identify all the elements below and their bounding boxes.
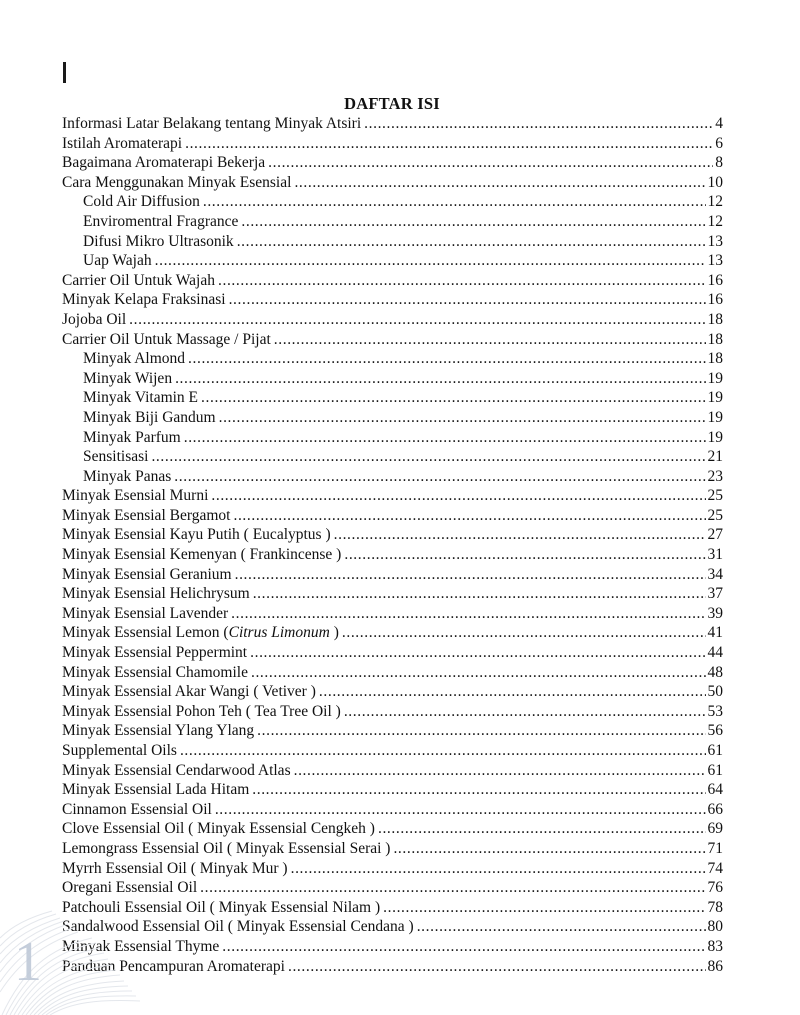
toc-page-number: 21 [707, 448, 723, 466]
toc-page-number: 18 [707, 330, 723, 348]
toc-entry-label [62, 565, 232, 585]
toc-entry-label [62, 702, 341, 722]
toc-entry[interactable] [62, 290, 723, 310]
toc-page-number: 18 [707, 350, 723, 368]
toc-entry-text: Cara Menggunakan Minyak Esensial [62, 173, 292, 191]
watermark-page-number: 1 [14, 931, 42, 993]
toc-entry-label [62, 545, 341, 565]
dot-leader [250, 643, 705, 663]
toc-entry[interactable] [62, 447, 723, 467]
toc-entry-label [62, 643, 247, 663]
toc-page-number: 25 [707, 487, 723, 505]
toc-page-number: 56 [707, 722, 723, 740]
toc-entry-label [62, 525, 331, 545]
toc-entry-text: Minyak Esensial Lavender [62, 604, 229, 622]
toc-entry[interactable] [62, 741, 723, 761]
toc-entry[interactable] [62, 330, 723, 350]
toc-entry-label [62, 937, 219, 957]
toc-page-number: 50 [707, 683, 723, 701]
toc-page-number: 19 [707, 389, 723, 407]
dot-leader [175, 369, 705, 389]
dot-leader [129, 310, 705, 330]
toc-entry-label [62, 898, 380, 918]
toc-entry-label [62, 310, 126, 330]
toc-entry-text: Myrrh Essensial Oil ( Minyak Mur ) [62, 859, 288, 877]
dot-leader [274, 330, 706, 350]
toc-entry-label [83, 232, 234, 252]
toc-entry-label [62, 330, 271, 350]
toc-page-number: 13 [707, 252, 723, 270]
toc-entry-label [62, 859, 288, 879]
toc-entry-label [62, 663, 248, 683]
toc-entry[interactable] [62, 917, 723, 937]
dot-leader [235, 565, 706, 585]
dot-leader [291, 859, 706, 879]
toc-page-number: 34 [707, 565, 723, 583]
toc-page-number: 44 [707, 644, 723, 662]
toc-page-number: 37 [707, 585, 723, 603]
toc-entry-text: Lemongrass Essensial Oil ( Minyak Essensial Serai ) [62, 839, 391, 857]
toc-page-number: 12 [707, 212, 723, 230]
page-title: DAFTAR ISI [344, 94, 440, 113]
dot-leader [344, 545, 705, 565]
toc-entry-text: Jojoba Oil [62, 310, 127, 328]
toc-entry[interactable] [62, 898, 723, 918]
toc-entry[interactable] [62, 388, 723, 408]
toc-entry-text: Minyak Wijen [83, 369, 173, 387]
toc-entry-text: Minyak Esensial Bergamot [62, 506, 231, 524]
toc-entry-text: Carrier Oil Untuk Wajah [62, 271, 215, 289]
toc-entry-italic: Citrus Limonum [228, 624, 330, 642]
toc-page-number: 10 [707, 173, 723, 191]
toc-page-number: 19 [707, 428, 723, 446]
toc-page-number: 27 [707, 526, 723, 544]
toc-entry-suffix: ) [329, 624, 339, 642]
toc-entry[interactable] [62, 839, 723, 859]
toc-entry[interactable] [62, 486, 723, 506]
toc-entry[interactable] [62, 682, 723, 702]
text-cursor [63, 62, 66, 83]
toc-entry[interactable] [62, 173, 723, 193]
toc-entry[interactable] [62, 761, 723, 781]
toc-entry-text: Minyak Esensial Helichrysum [62, 585, 250, 603]
toc-entry-text: Minyak Esensial Geranium [62, 565, 232, 583]
toc-entry-text: Sensitisasi [83, 448, 149, 466]
toc-entry-text: Informasi Latar Belakang tentang Minyak Atsiri [62, 115, 362, 132]
toc-entry[interactable] [62, 369, 723, 389]
toc-entry-text: Patchouli Essensial Oil ( Minyak Essensial Nilam ) [62, 898, 381, 916]
toc-entry-text: Cinnamon Essensial Oil [62, 800, 212, 818]
dot-leader [294, 173, 705, 193]
dot-leader [200, 878, 705, 898]
dot-leader [233, 506, 705, 526]
toc-entry[interactable] [62, 721, 723, 741]
toc-entry-text: Minyak Esensial Kemenyan ( Frankincense ) [62, 546, 342, 564]
toc-entry[interactable] [62, 859, 723, 879]
toc-entry[interactable] [62, 565, 723, 585]
toc-entry-label [62, 173, 291, 193]
toc-entry[interactable] [62, 584, 723, 604]
toc-page-number: 19 [707, 369, 723, 387]
toc-page-number: 74 [707, 859, 723, 877]
dot-leader [215, 800, 706, 820]
toc-entry-label [62, 623, 339, 643]
dot-leader [211, 486, 705, 506]
toc-entry-label [62, 741, 177, 761]
toc-entry-text: Minyak Essensial Lemon ( [62, 624, 229, 642]
dot-leader [342, 623, 706, 643]
dot-leader [417, 917, 706, 937]
toc-entry-label [83, 212, 238, 232]
toc-entry-label [62, 721, 254, 741]
toc-entry-text: Minyak Essensial Chamomile [62, 663, 248, 681]
toc-entry-text: Panduan Pencampuran Aromaterapi [62, 957, 285, 975]
toc-entry[interactable] [62, 192, 723, 212]
toc-entry-text: Minyak Kelapa Fraksinasi [62, 291, 226, 309]
toc-entry[interactable] [62, 506, 723, 526]
toc-entry-label [62, 800, 212, 820]
toc-entry[interactable] [62, 271, 723, 291]
dot-leader [180, 741, 706, 761]
toc-page-number: 61 [707, 742, 723, 759]
toc-entry-label [83, 192, 200, 212]
toc-page-number: 78 [707, 898, 723, 916]
toc-entry[interactable] [62, 428, 723, 448]
toc-page-number: 71 [707, 839, 723, 857]
toc-entry[interactable] [62, 114, 723, 134]
toc-entry-text: Minyak Essensial Thyme [62, 937, 220, 955]
toc-entry-label [62, 917, 414, 937]
toc-entry-text: Minyak Esensial Kayu Putih ( Eucalyptus ) [62, 526, 331, 544]
toc-entry[interactable] [62, 232, 723, 252]
dot-leader [203, 192, 706, 212]
dot-leader [185, 134, 713, 154]
toc-entry-label [62, 153, 265, 173]
toc-entry-text: Supplemental Oils [62, 742, 177, 759]
dot-leader [294, 761, 706, 781]
toc-entry-label [83, 447, 148, 467]
toc-entry-text: Minyak Esensial Murni [62, 487, 209, 505]
toc-entry-label [62, 780, 249, 800]
toc-entry[interactable] [62, 408, 723, 428]
toc-entry-text: Minyak Essensial Peppermint [62, 644, 248, 662]
dot-leader [237, 232, 706, 252]
toc-entry-text: Enviromentral Fragrance [83, 212, 239, 230]
dot-leader [319, 682, 706, 702]
dot-leader [288, 957, 706, 977]
dot-leader [174, 467, 705, 487]
dot-leader [364, 114, 713, 134]
toc-entry-label [62, 486, 208, 506]
toc-page-number: 39 [707, 604, 723, 622]
toc-page-number: 18 [707, 310, 723, 328]
dot-leader [219, 408, 706, 428]
toc-entry[interactable] [62, 349, 723, 369]
toc-entry-text: Bagaimana Aromaterapi Bekerja [62, 154, 266, 172]
toc-entry[interactable] [62, 643, 723, 663]
toc-entry-text: Minyak Biji Gandum [83, 408, 216, 426]
toc-page-number: 69 [707, 820, 723, 838]
toc-list [62, 114, 723, 976]
toc-entry-text: Sandalwood Essensial Oil ( Minyak Essensial Cendana ) [62, 918, 414, 936]
toc-entry[interactable] [62, 525, 723, 545]
toc-entry[interactable] [62, 251, 723, 271]
toc-entry-label [83, 251, 152, 271]
dot-leader [151, 447, 705, 467]
dot-leader [257, 721, 705, 741]
toc-entry[interactable] [62, 604, 723, 624]
dot-leader [344, 702, 706, 722]
toc-entry[interactable] [62, 623, 723, 643]
toc-entry-label [83, 349, 185, 369]
toc-entry-text: Minyak Essensial Lada Hitam [62, 781, 250, 799]
dot-leader [229, 290, 706, 310]
toc-entry[interactable] [62, 937, 723, 957]
dot-leader [188, 349, 705, 369]
toc-page-number: 83 [707, 937, 723, 955]
toc-page-number: 25 [707, 506, 723, 524]
toc-entry[interactable] [62, 780, 723, 800]
toc-page-number: 66 [707, 800, 723, 818]
toc-entry-label [62, 584, 250, 604]
toc-entry-text: Minyak Almond [83, 350, 186, 368]
toc-page-number: 13 [707, 232, 723, 250]
dot-leader [155, 251, 706, 271]
toc-page-number: 19 [707, 408, 723, 426]
toc-entry[interactable] [62, 819, 723, 839]
dot-leader [222, 937, 705, 957]
toc-entry-label [62, 819, 375, 839]
toc-entry[interactable] [62, 957, 723, 977]
dot-leader [383, 898, 705, 918]
toc-entry-label [62, 271, 215, 291]
toc-entry-label [62, 682, 316, 702]
toc-entry-label [62, 878, 197, 898]
toc-page-number: 4 [715, 115, 723, 132]
toc-entry[interactable] [62, 310, 723, 330]
dot-leader [378, 819, 706, 839]
dot-leader [334, 525, 706, 545]
toc-entry[interactable] [62, 878, 723, 898]
toc-entry[interactable] [62, 800, 723, 820]
toc-entry-label [62, 134, 182, 154]
toc-entry-text: Minyak Panas [83, 467, 172, 485]
toc-entry-label [62, 114, 361, 134]
toc-entry-text: Oregani Essensial Oil [62, 879, 198, 897]
dot-leader [252, 780, 705, 800]
toc-entry-text: Difusi Mikro Ultrasonik [83, 232, 234, 250]
toc-entry[interactable] [62, 212, 723, 232]
toc-entry[interactable] [62, 467, 723, 487]
toc-entry-text: Clove Essensial Oil ( Minyak Essensial Cengkeh ) [62, 820, 375, 838]
toc-entry-text: Minyak Essensial Ylang Ylang [62, 722, 255, 740]
toc-entry-label [62, 506, 230, 526]
toc-entry-text: Minyak Essensial Akar Wangi ( Vetiver ) [62, 683, 316, 701]
toc-entry-label [83, 408, 216, 428]
toc-entry-label [83, 388, 198, 408]
toc-entry-text: Cold Air Diffusion [83, 193, 200, 211]
toc-page-number: 64 [707, 781, 723, 799]
dot-leader [268, 153, 713, 173]
toc-page-number: 61 [707, 761, 723, 779]
toc-entry-label [83, 428, 181, 448]
toc-entry-label [62, 957, 285, 977]
toc-entry-label [83, 467, 171, 487]
toc-page-number: 53 [707, 702, 723, 720]
dot-leader [393, 839, 705, 859]
dot-leader [218, 271, 706, 291]
toc-entry[interactable] [62, 134, 723, 154]
toc-page-number: 6 [715, 134, 723, 152]
toc-page-number: 76 [707, 879, 723, 897]
toc-page-number: 41 [707, 624, 723, 642]
toc-entry[interactable] [62, 702, 723, 722]
toc-page-number: 16 [707, 291, 723, 309]
toc-entry[interactable] [62, 545, 723, 565]
toc-page-number: 8 [715, 154, 723, 172]
dot-leader [184, 428, 706, 448]
dot-leader [253, 584, 706, 604]
toc-entry-label [83, 369, 172, 389]
toc-entry-text: Minyak Essensial Pohon Teh ( Tea Tree Oil ) [62, 702, 341, 720]
toc-entry-text: Minyak Parfum [83, 428, 181, 446]
toc-page-number: 12 [707, 193, 723, 211]
toc-entry-label [62, 839, 390, 859]
dot-leader [231, 604, 705, 624]
toc-page-number: 16 [707, 271, 723, 289]
toc-page-number: 31 [707, 546, 723, 564]
toc-entry-label [62, 290, 226, 310]
toc-page-number: 23 [707, 467, 723, 485]
toc-entry-text: Minyak Essensial Cendarwood Atlas [62, 761, 291, 779]
toc-page-number: 86 [707, 957, 723, 975]
toc-entry[interactable] [62, 663, 723, 683]
dot-leader [241, 212, 705, 232]
dot-leader [201, 388, 705, 408]
toc-page-number: 80 [707, 918, 723, 936]
toc-entry-label [62, 761, 291, 781]
dot-leader [251, 663, 706, 683]
toc-entry-text: Uap Wajah [83, 252, 152, 270]
toc-page-number: 48 [707, 663, 723, 681]
toc-entry-label [62, 604, 228, 624]
toc-entry-text: Carrier Oil Untuk Massage / Pijat [62, 330, 271, 348]
toc-entry-text: Minyak Vitamin E [83, 389, 199, 407]
toc-entry-text: Istilah Aromaterapi [62, 134, 183, 152]
toc-entry[interactable] [62, 153, 723, 173]
